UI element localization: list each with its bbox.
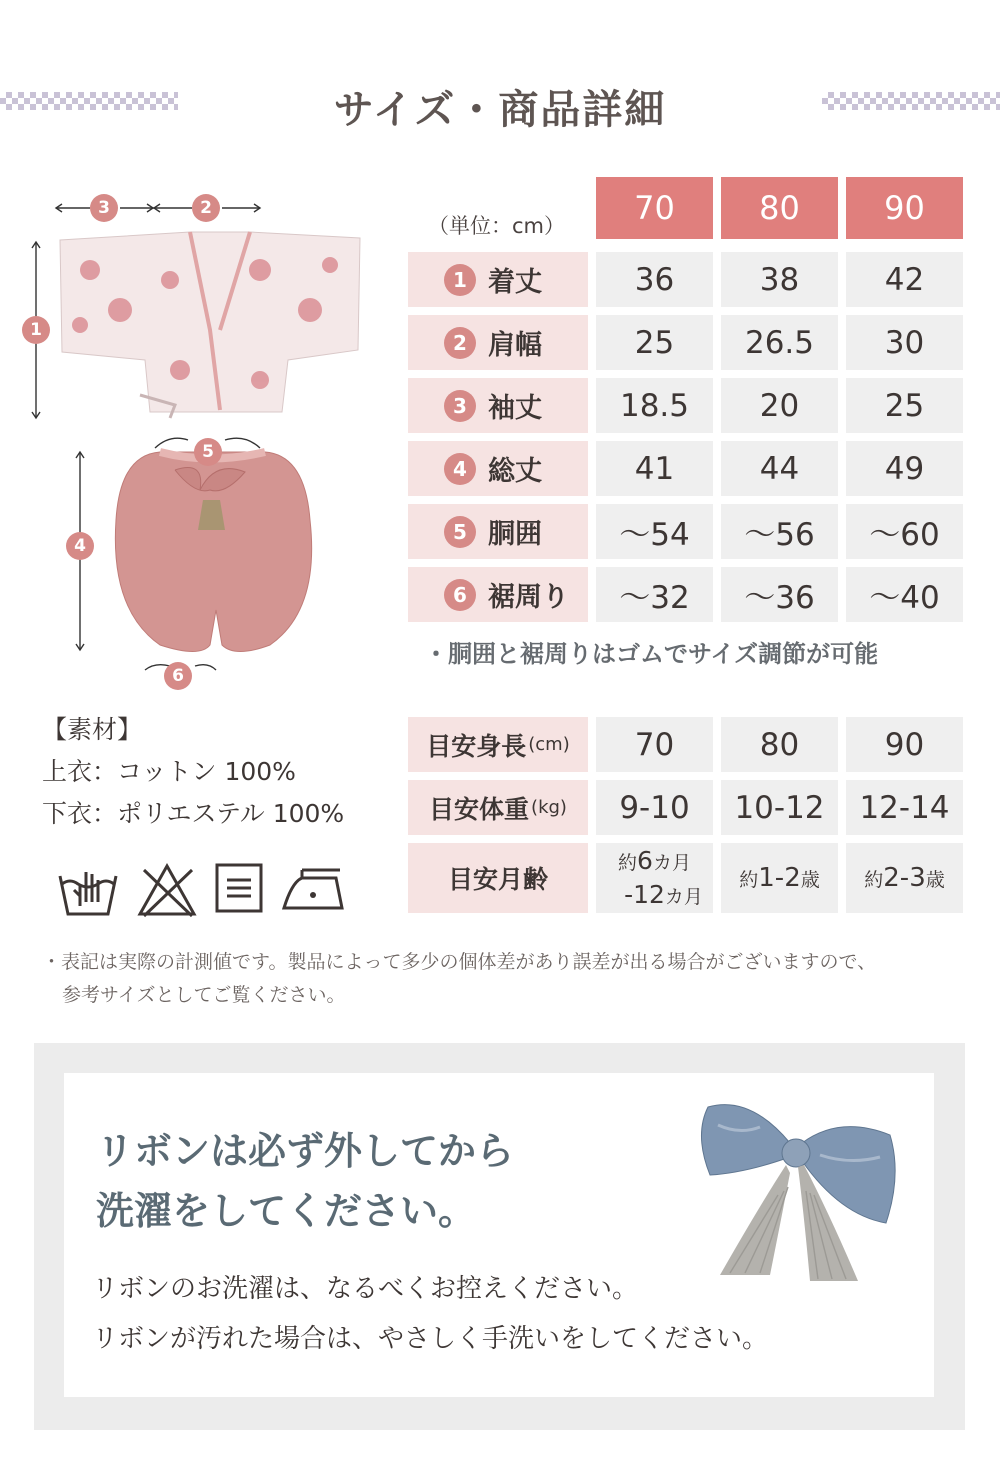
ribbon-body-1: リボンのお洗濯は、なるべくお控えください。 (92, 1274, 639, 1304)
table-cell: 70 (596, 717, 713, 772)
ribbon-body-2: リボンが汚れた場合は、やさしく手洗いをしてください。 (92, 1324, 769, 1354)
marker-6: 6 (164, 662, 192, 690)
table-cell: 10-12 (721, 780, 838, 835)
ribbon-headline-2: 洗濯をしてください。 (96, 1189, 477, 1233)
materials-top: 上衣：コットン 100% (42, 757, 296, 786)
table-cell: ～56 (721, 504, 838, 559)
table-cell: 30 (846, 315, 963, 370)
marker-4: 4 (66, 532, 94, 560)
row-label-katahaba: 2 肩幅 (408, 315, 588, 370)
marker-5: 5 (194, 438, 222, 466)
row-label-sodetake: 3 袖丈 (408, 378, 588, 433)
size-header-80: 80 (721, 177, 838, 239)
table-cell: 18.5 (596, 378, 713, 433)
materials-heading: 【素材】 (42, 715, 143, 744)
hand-wash-icon (56, 862, 120, 922)
table-cell: 44 (721, 441, 838, 496)
size-header-90: 90 (846, 177, 963, 239)
table-cell: 49 (846, 441, 963, 496)
marker-2: 2 (192, 194, 220, 222)
table-cell: 12-14 (846, 780, 963, 835)
materials-bottom: 下衣：ポリエステル 100% (42, 799, 345, 828)
row-label-soutake: 4 総丈 (408, 441, 588, 496)
table-cell: ～32 (596, 567, 713, 622)
marker-1: 1 (22, 316, 50, 344)
ribbon-illustration (690, 1095, 905, 1295)
table-cell-age-90: 約 2-3 歳 (846, 843, 963, 913)
table-cell-age-80: 約 1-2 歳 (721, 843, 838, 913)
size-header-70: 70 (596, 177, 713, 239)
adjust-note: ・胴囲と裾周りはゴムでサイズ調節が可能 (424, 640, 879, 668)
table-cell: 26.5 (721, 315, 838, 370)
table-cell: ～60 (846, 504, 963, 559)
footnote-line-2: 参考サイズとしてご覧ください。 (62, 984, 346, 1006)
table-cell: 25 (846, 378, 963, 433)
guide-label-weight: 目安体重 (kg) (408, 780, 588, 835)
table-cell: 41 (596, 441, 713, 496)
ribbon-headline-1: リボンは必ず外してから (96, 1129, 515, 1173)
table-cell: 38 (721, 252, 838, 307)
iron-icon (280, 862, 346, 918)
table-cell: 80 (721, 717, 838, 772)
table-cell-age-70: 約6カ月 -12カ月 (596, 843, 713, 913)
table-cell: 25 (596, 315, 713, 370)
table-cell: ～36 (721, 567, 838, 622)
row-label-susomawari: 6 裾周り (408, 567, 588, 622)
guide-label-age: 目安月齢 (408, 843, 588, 913)
page-title: サイズ・商品詳細 (333, 87, 667, 133)
row-label-doui: 5 胴囲 (408, 504, 588, 559)
table-cell: 9-10 (596, 780, 713, 835)
table-cell: 90 (846, 717, 963, 772)
unit-label: （単位：cm） (428, 214, 566, 238)
table-cell: 36 (596, 252, 713, 307)
table-cell: 20 (721, 378, 838, 433)
footnote-line-1: ・表記は実際の計測値です。製品によって多少の個体差があり誤差が出る場合がございますので、 (42, 951, 877, 973)
table-cell: ～40 (846, 567, 963, 622)
table-cell: 42 (846, 252, 963, 307)
no-bleach-icon (136, 862, 198, 922)
row-label-kitake: 1 着丈 (408, 252, 588, 307)
line-dry-icon (214, 862, 264, 918)
table-cell: ～54 (596, 504, 713, 559)
guide-label-height: 目安身長 (cm) (408, 717, 588, 772)
marker-3: 3 (90, 194, 118, 222)
